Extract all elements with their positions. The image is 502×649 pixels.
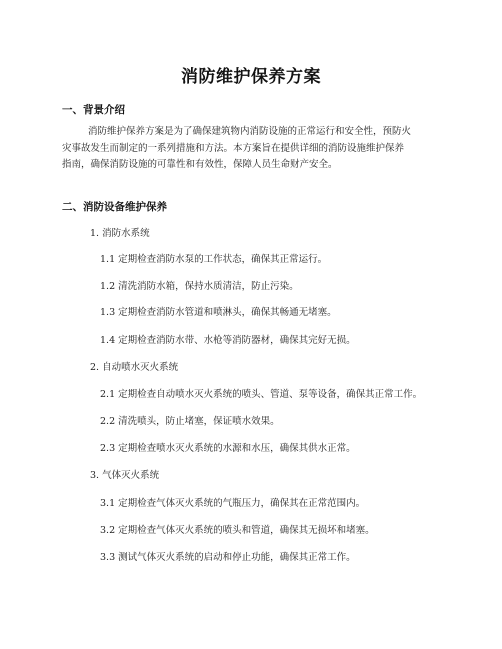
list-item: 3.3 测试气体灭火系统的启动和停止功能，确保其正常工作。: [100, 552, 356, 563]
section-heading-maintenance: 二、消防设备维护保养: [62, 201, 167, 213]
list-item: 3.2 定期检查气体灭火系统的喷头和管道，确保其无损坏和堵塞。: [100, 525, 375, 536]
document-title: 消防维护保养方案: [181, 67, 321, 87]
list-item: 2.3 定期检查喷水灭火系统的水源和水压，确保其供水正常。: [100, 443, 356, 454]
group-label-sprinkler-system: 2. 自动喷水灭火系统: [90, 362, 179, 373]
list-item: 2.1 定期检查自动喷水灭火系统的喷头、管道、泵等设备，确保其正常工作。: [100, 389, 423, 400]
group-label-gas-system: 3. 气体灭火系统: [90, 470, 160, 481]
list-item: 3.1 定期检查气体灭火系统的气瓶压力，确保其在正常范围内。: [100, 498, 366, 509]
group-label-water-system: 1. 消防水系统: [90, 228, 150, 239]
list-item: 1.2 清洗消防水箱，保持水质清洁，防止污染。: [100, 281, 299, 292]
list-item: 2.2 清洗喷头，防止堵塞，保证喷水效果。: [100, 416, 280, 427]
paragraph-line: 灾事故发生而制定的一系列措施和方法。本方案旨在提供详细的消防设施维护保养: [62, 142, 405, 154]
paragraph-line: 消防维护保养方案是为了确保建筑物内消防设施的正常运行和安全性，预防火: [88, 126, 412, 137]
list-item: 1.3 定期检查消防水管道和喷淋头，确保其畅通无堵塞。: [100, 307, 337, 318]
paragraph-line: 指南，确保消防设施的可靠性和有效性，保障人员生命财产安全。: [62, 159, 338, 170]
background-paragraph: [62, 124, 442, 174]
list-item: 1.4 定期检查消防水带、水枪等消防器材，确保其完好无损。: [100, 335, 356, 346]
section-heading-background: 一、背景介绍: [62, 104, 125, 116]
list-item: 1.1 定期检查消防水泵的工作状态，确保其正常运行。: [100, 254, 328, 265]
